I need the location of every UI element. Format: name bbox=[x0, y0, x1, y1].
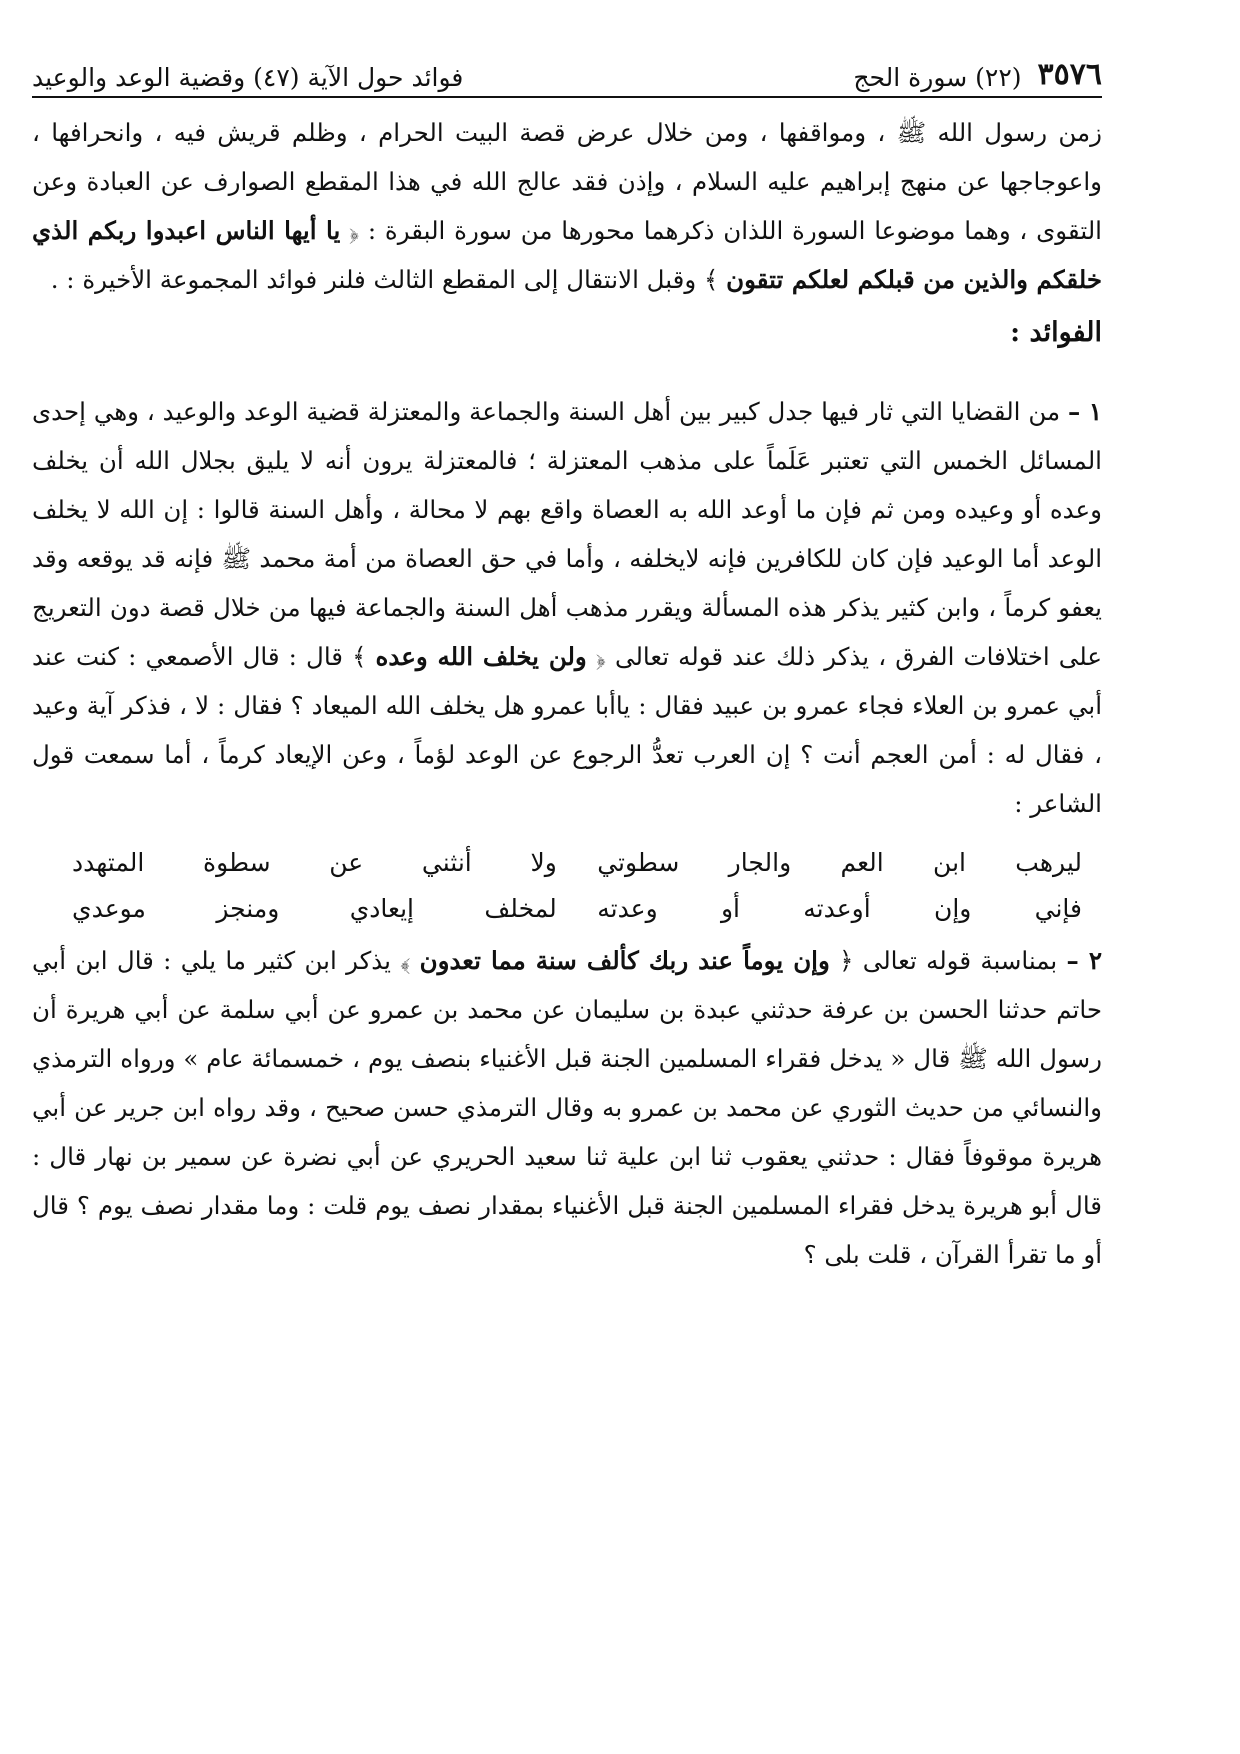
quran-close-bracket: ﴾ bbox=[703, 265, 719, 294]
intro-paragraph bbox=[32, 108, 1102, 304]
point-lead: بمناسبة قوله تعالى bbox=[862, 946, 1058, 975]
surah-label: (٢٢) سورة الحج bbox=[853, 63, 1022, 92]
quran-verse: يا أيها الناس اعبدوا ربكم الذي خلقكم والذين من قبلكم لعلكم تتقون bbox=[32, 216, 1102, 294]
point-2-paragraph bbox=[32, 936, 1102, 1279]
intro-text-continued: وقبل الانتقال إلى المقطع الثالث فلنر فوائد المجموعة الأخيرة : . bbox=[50, 265, 697, 294]
poem-verse bbox=[72, 886, 1082, 932]
running-title: فوائد حول الآية (٤٧) وقضية الوعد والوعيد bbox=[32, 63, 464, 92]
page-body bbox=[32, 108, 1102, 1279]
point-1-paragraph bbox=[32, 387, 1102, 828]
point-text-continued: قال : قال الأصمعي : كنت عند أبي عمرو بن العلاء فجاء عمرو بن عبيد فقال : ياأبا عمرو هل يخلف الله الميعاد ؟ فقال : لا ، فذكر آية وعيد ، فقال له : أمن العجم أنت ؟ إن العرب تعدُّ الرجوع عن الوعد لؤماً ، وعن الإيعاد كرماً ، أما سمعت قول الشاعر : bbox=[32, 642, 1102, 818]
point-number: ٢ – bbox=[1066, 946, 1102, 975]
page-number: ٣٥٧٦ bbox=[1037, 57, 1102, 92]
quran-open-bracket: ﴿ bbox=[839, 946, 854, 975]
point-text: من القضايا التي ثار فيها جدل كبير بين أهل السنة والجماعة والمعتزلة قضية الوعد والوعيد ، وهي إحدى المسائل الخمس التي تعتبر عَلَماً على مذهب المعتزلة ؛ فالمعتزلة يرون أنه لا يليق بجلال الله أن يخلف وعده أو وعيده ومن ثم فإن ما أوعد الله به العصاة واقع بهم لا محالة ، وأهل السنة قالوا : إن الله لا يخلف الوعد أما الوعيد فإن كان للكافرين فإنه لايخلفه ، وأما في حق العصاة من أمة محمد ﷺ فإنه قد يوقعه وقد يعفو كرماً ، وابن كثير يذكر هذه المسألة ويقرر مذهب أهل السنة والجماعة فيها من خلال قصة دون التعريج على اختلافات الفرق ، يذكر ذلك عند قوله تعالى bbox=[32, 397, 1102, 671]
poem-hemistich-second: ولا أنثني عن سطوة المتهدد bbox=[72, 848, 557, 877]
intro-text: زمن رسول الله ﷺ ، ومواقفها ، ومن خلال عرض قصة البيت الحرام ، وظلم قريش فيه ، وانحرافها ، واعوجاجها عن منهج إبراهيم عليه السلام ، وإذن فقد عالج الله في هذا المقطع الصوارف عن العبادة وعن التقوى ، وهما موضوعا السورة اللذان ذكرهما محورها من سورة البقرة : bbox=[32, 118, 1102, 245]
header-right bbox=[853, 57, 1102, 92]
quran-verse: وإن يوماً عند ربك كألف سنة مما تعدون bbox=[419, 946, 830, 975]
quran-close-bracket: ﴾ bbox=[352, 642, 367, 671]
quran-open-bracket: ﴿ bbox=[595, 642, 606, 671]
poem-hemistich-first: فإني وإن أوعدته أو وعدته bbox=[597, 894, 1082, 923]
poem-verse bbox=[72, 840, 1082, 886]
poem-hemistich-second: لمخلف إيعادي ومنجز موعدي bbox=[72, 894, 557, 923]
poem-hemistich-first: ليرهب ابن العم والجار سطوتي bbox=[597, 848, 1082, 877]
quran-open-bracket: ﴿ bbox=[349, 216, 360, 245]
quran-verse: ولن يخلف الله وعده bbox=[375, 642, 587, 671]
section-heading: الفوائد : bbox=[1010, 317, 1102, 348]
point-number: ١ – bbox=[1067, 397, 1102, 426]
point-text: يذكر ابن كثير ما يلي : قال ابن أبي حاتم حدثنا الحسن بن عرفة حدثني عبدة بن سليمان عن محمد بن عمرو عن أبي سلمة عن أبي هريرة أن رسول الله ﷺ قال « يدخل فقراء المسلمين الجنة قبل الأغنياء بنصف يوم ، خمسمائة عام » ورواه الترمذي والنسائي من حديث الثوري عن محمد بن عمرو به وقال الترمذي حسن صحيح ، وقد رواه ابن جرير عن أبي هريرة موقوفاً فقال : حدثني يعقوب ثنا ابن علية ثنا سعيد الحريري عن أبي نضرة عن سمير بن نهار قال : قال أبو هريرة يدخل فقراء المسلمين الجنة قبل الأغنياء بمقدار نصف يوم قلت : وما مقدار نصف يوم ؟ قال أو ما تقرأ القرآن ، قلت بلى ؟ bbox=[32, 946, 1102, 1269]
page-header bbox=[32, 36, 1102, 98]
book-page bbox=[32, 36, 1102, 1726]
quran-close-bracket: ﴾ bbox=[400, 946, 411, 975]
poem bbox=[72, 840, 1082, 932]
